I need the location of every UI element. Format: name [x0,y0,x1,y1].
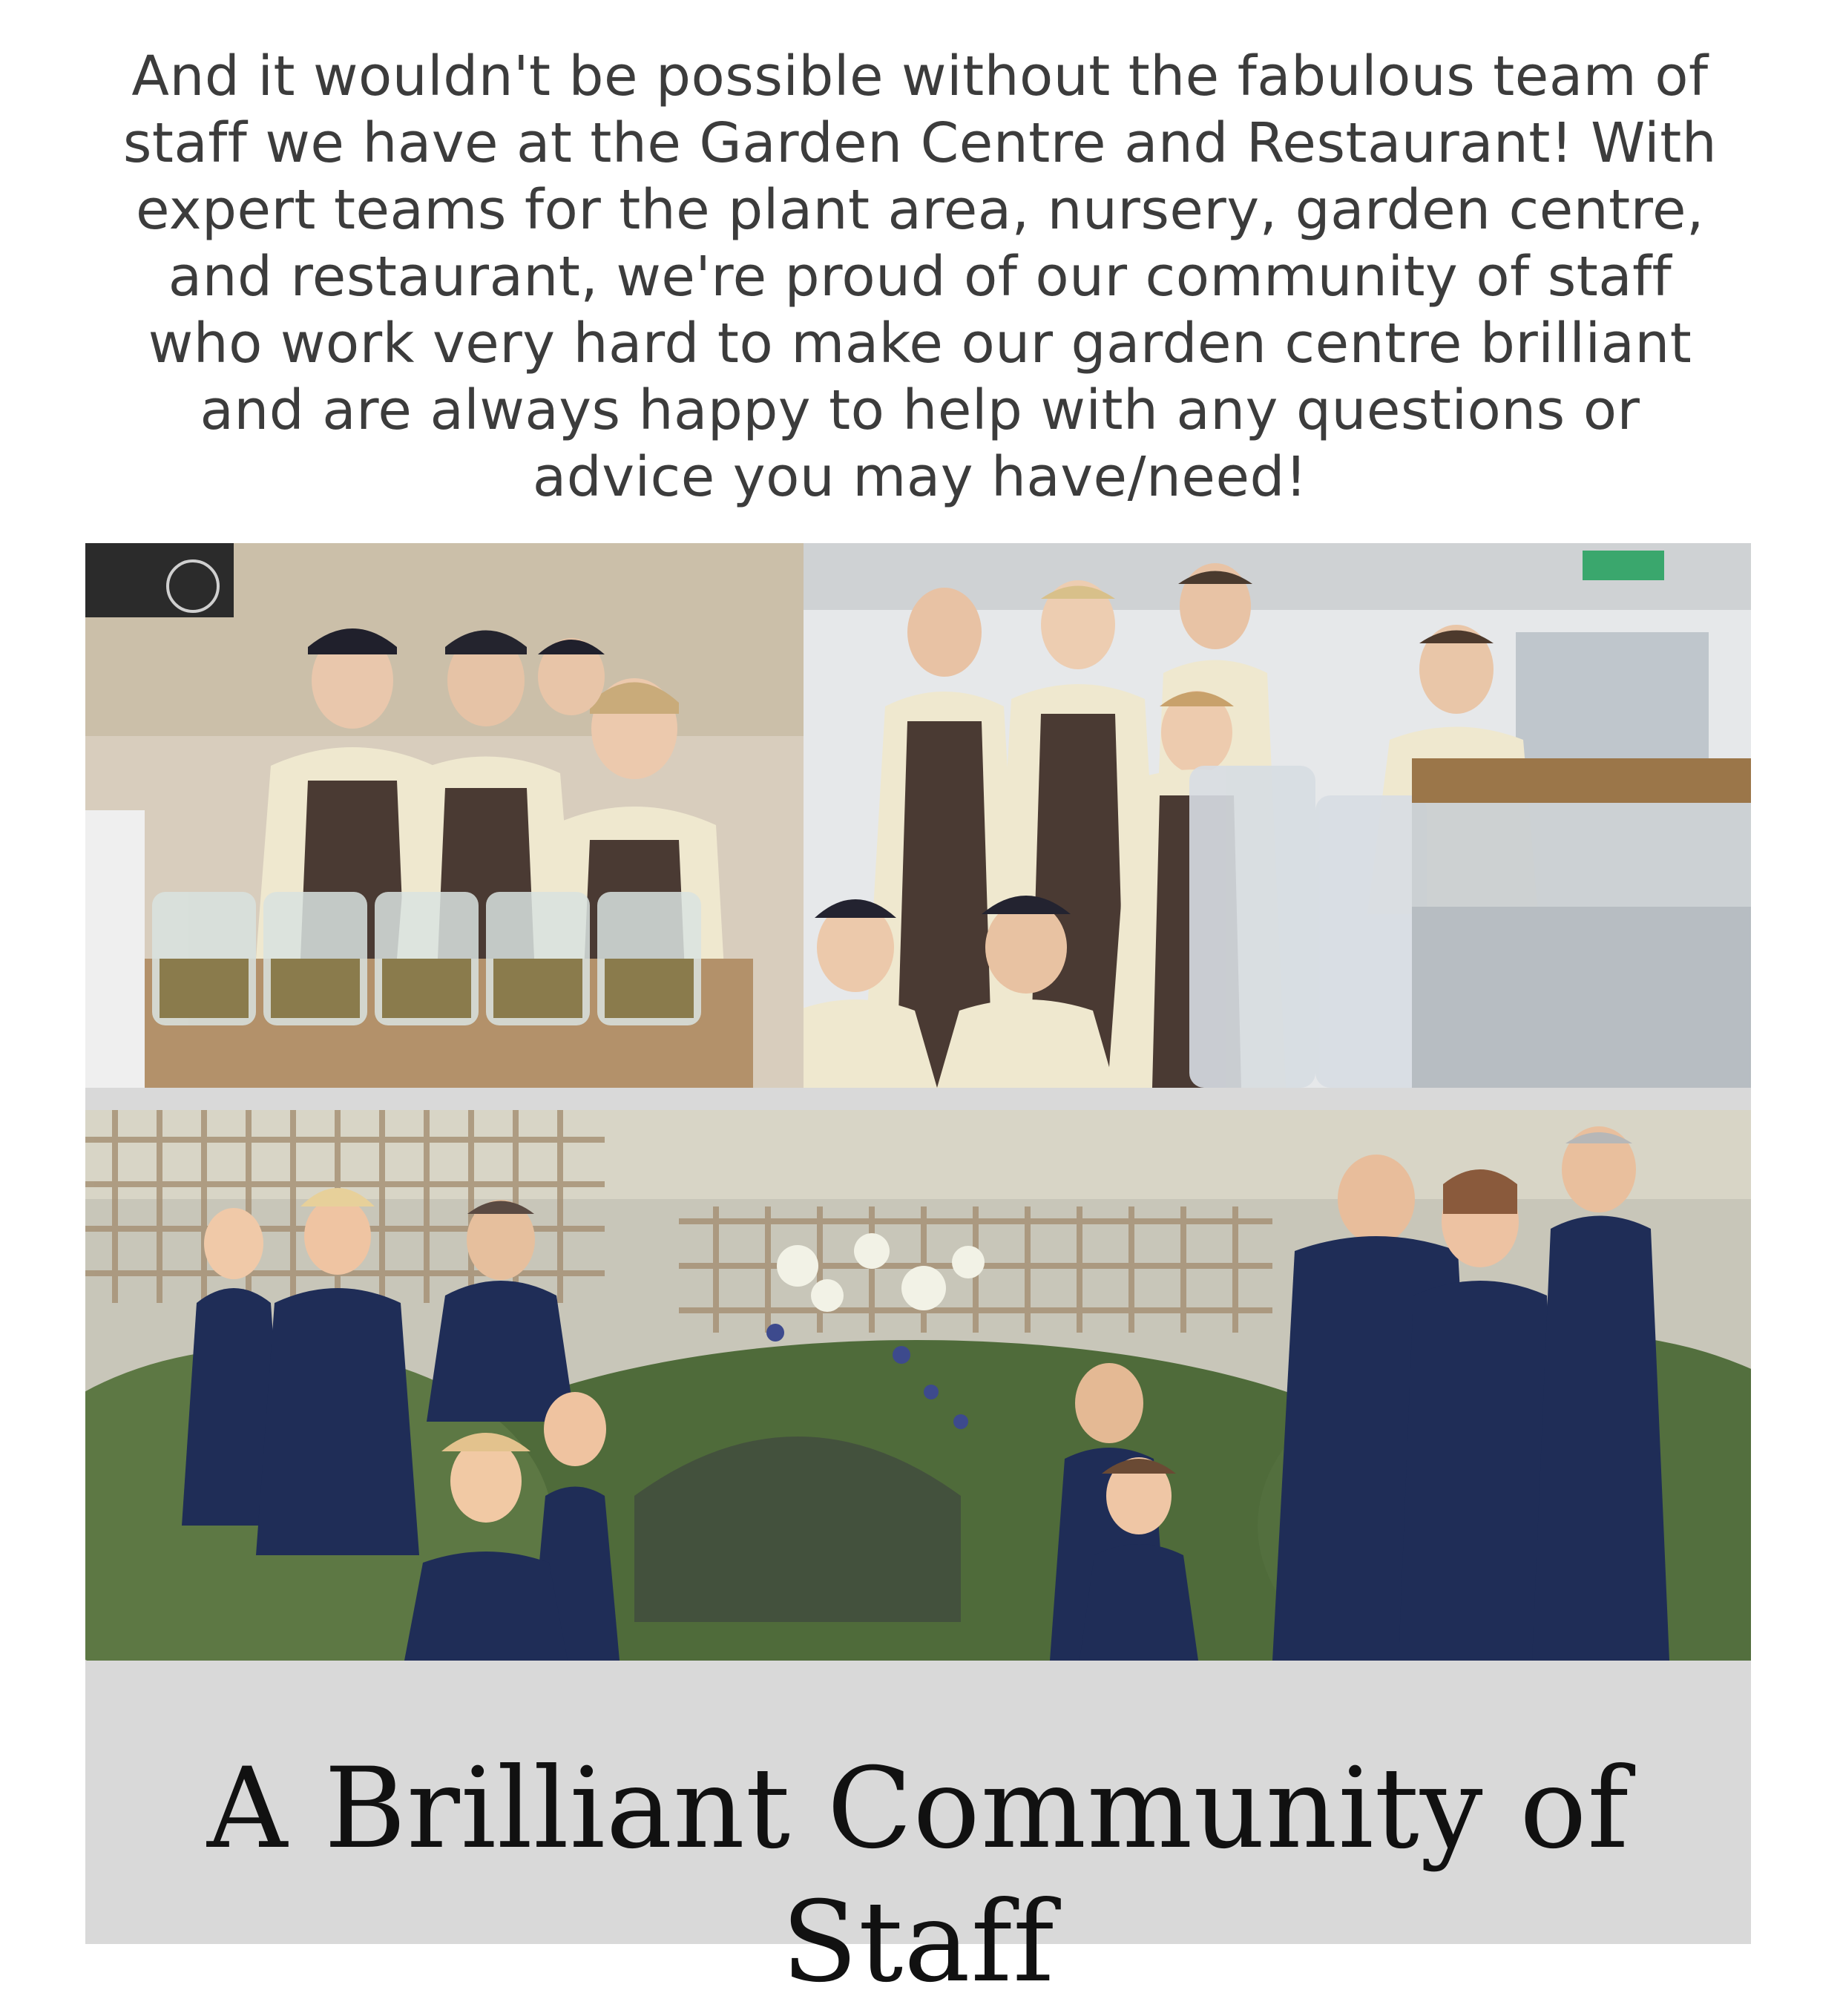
kitchen-team-photo [804,543,1751,1088]
collage-caption: A Brilliant Community of Staff [206,1744,1630,2007]
cafe-team-photo [85,543,804,1088]
garden-centre-team-photo [85,1110,1751,1661]
caption-panel [85,1661,1751,2007]
photo-collage [85,543,1751,2007]
intro-paragraph: And it wouldn't be possible without the fabulous team of staff we have at the Garden Centre and Restaurant! With expert teams for the plant area, nursery, garden centre, and restaurant, we're proud of our community of staff who work very hard to make our garden centre brilliant and are always happy to help with any questions or advice you may have/need! [122,45,1718,509]
